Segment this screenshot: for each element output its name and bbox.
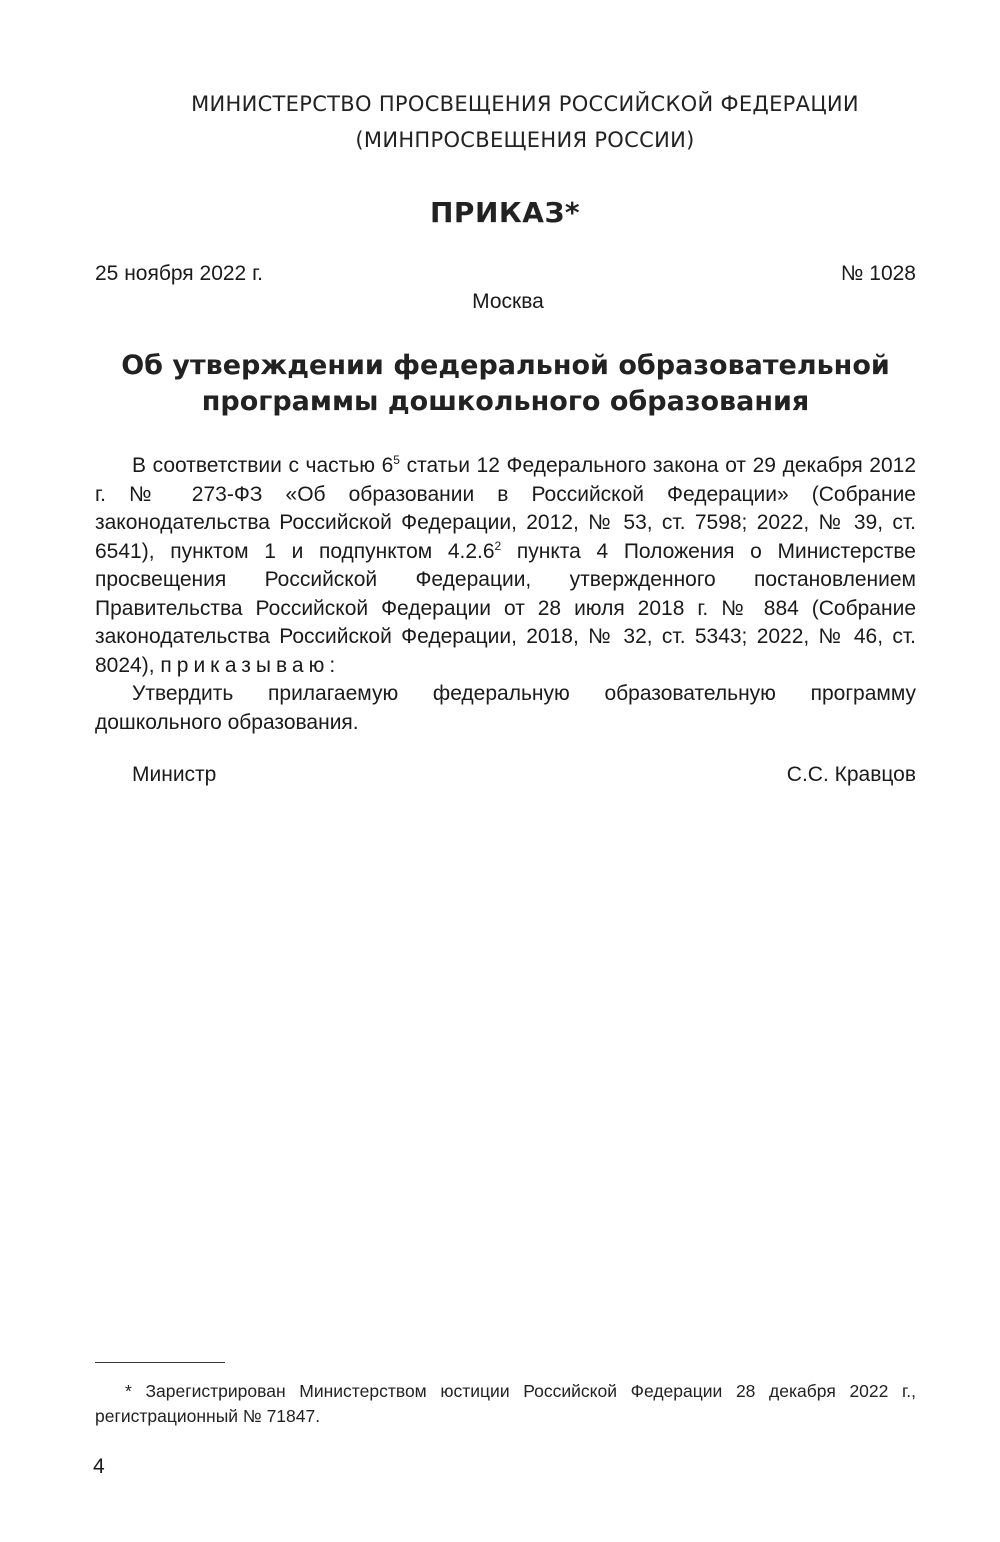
p1-superscript-1: 5 xyxy=(393,453,400,467)
footnote-divider xyxy=(95,1362,225,1363)
p1-text-c: пункта 4 Положения о Министерстве просвещения Российской Федерации, утвержденного постановлением Правительства Российской Федерации от 28 июля 2018 г. № 884 (Собрание законодательства Российской Федерации, 2018, № 32, ст. 5343; 2022, № 46, ст. 8024), xyxy=(95,539,916,677)
footnote xyxy=(95,1379,916,1429)
body-paragraph-1 xyxy=(95,452,916,680)
document-body xyxy=(95,452,916,737)
p1-text-b: статьи 12 Федерального закона от 29 декабря 2012 г. № 273-ФЗ «Об образовании в Российской Федерации» (Собрание законодательства Российской Федерации, 2012, № 53, ст. 7598; 2022, № 39, ст. 6541), пунктом 1 и подпунктом 4.2.6 xyxy=(95,454,916,563)
ministry-short-name: (МИНПРОСВЕЩЕНИЯ РОССИИ) xyxy=(355,128,695,152)
order-number: № 1028 xyxy=(840,262,916,285)
signature-name: С.С. Кравцов xyxy=(786,763,916,786)
signature-title: Министр xyxy=(132,763,217,786)
heading-line-1: Об утверждении федеральной образовательной xyxy=(121,350,890,381)
body-paragraph-2: Утвердить прилагаемую федеральную образовательную программу дошкольного образования. xyxy=(95,682,916,734)
document-heading xyxy=(95,348,916,420)
p1-end: : xyxy=(329,653,336,677)
order-title: ПРИКАЗ* xyxy=(430,196,580,229)
ministry-name: МИНИСТЕРСТВО ПРОСВЕЩЕНИЯ РОССИЙСКОЙ ФЕДЕРАЦИИ xyxy=(191,92,859,116)
order-date: 25 ноября 2022 г. xyxy=(95,262,263,285)
p1-order-word: приказываю xyxy=(160,653,330,677)
footnote-text: * Зарегистрирован Министерством юстиции Российской Федерации 28 декабря 2022 г., регистрационный № 71847. xyxy=(95,1381,916,1426)
page-number: 4 xyxy=(93,1455,105,1478)
p1-superscript-2: 2 xyxy=(494,538,502,553)
order-city: Москва xyxy=(472,290,544,313)
heading-line-2: программы дошкольного образования xyxy=(201,386,810,417)
p1-text-a: В соответствии с частью 6 xyxy=(132,454,394,477)
